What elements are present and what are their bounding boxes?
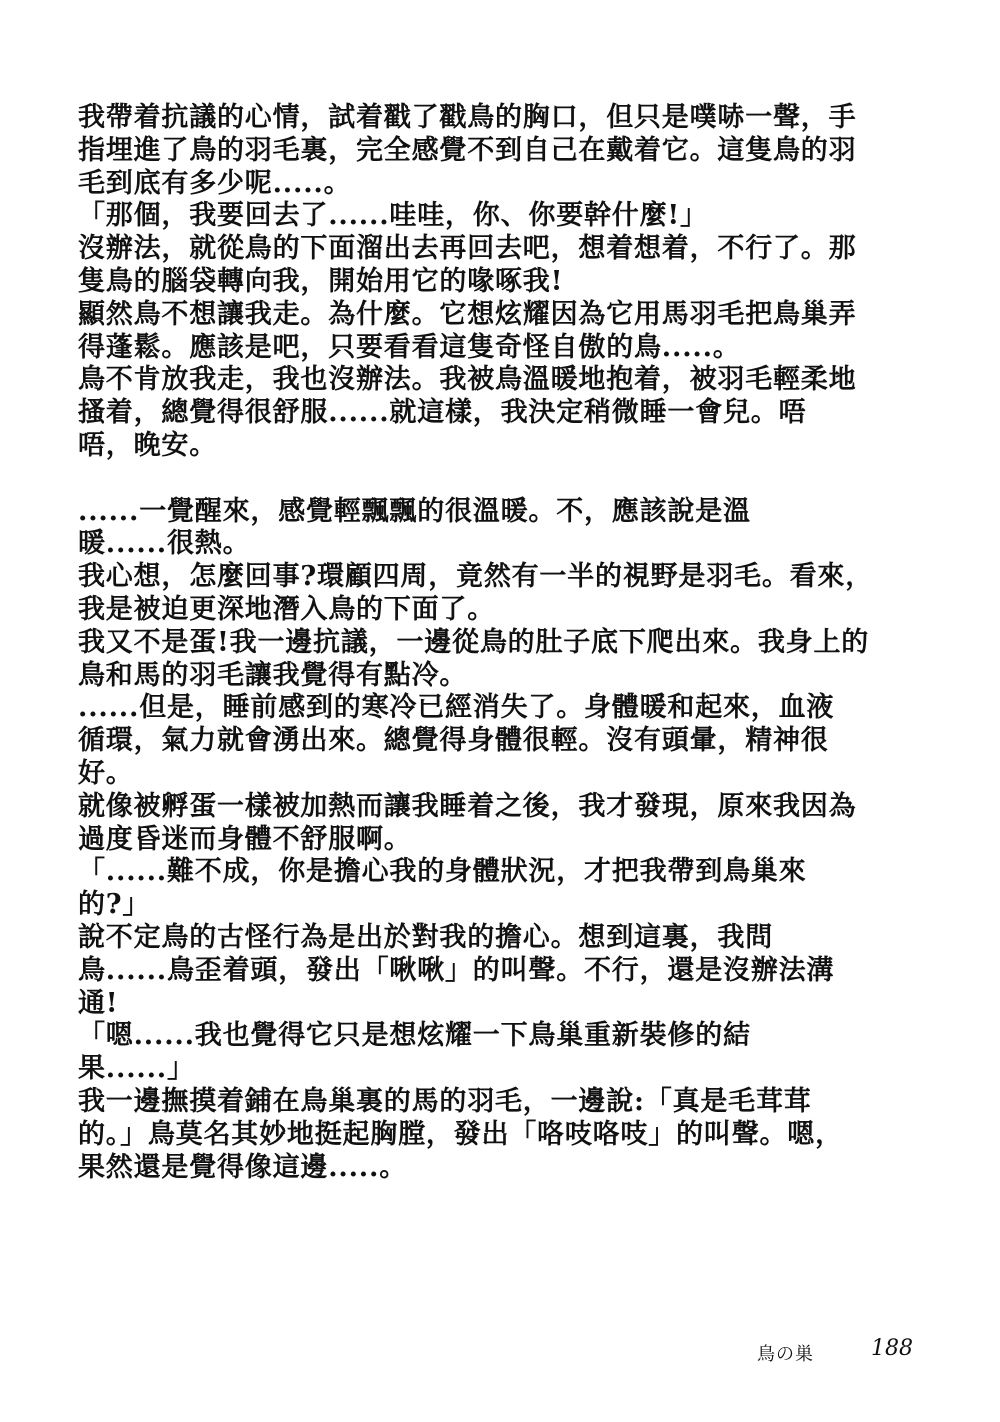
text-line: 的?」 — [78, 889, 151, 921]
paragraph-break — [78, 463, 938, 496]
text-line: 我一邊撫摸着鋪在鳥巢裏的馬的羽毛，一邊說:「真是毛茸茸 — [78, 1085, 812, 1117]
text-line: 毛到底有多少呢.....。 — [78, 167, 352, 199]
text-line: 好。 — [78, 757, 134, 789]
text-line: 「嗯......我也覺得它只是想炫耀一下鳥巢重新裝修的結 — [78, 1020, 751, 1052]
text-line: 果然還是覺得像這邊.....。 — [78, 1151, 407, 1183]
text-line: 隻鳥的腦袋轉向我，開始用它的喙啄我! — [78, 265, 564, 297]
text-line: 鳥......鳥歪着頭，發出「啾啾」的叫聲。不行，還是沒辦法溝 — [78, 954, 835, 986]
text-line: 我又不是蛋!我一邊抗議，一邊從鳥的肚子底下爬出來。我身上的 — [78, 626, 870, 658]
text-line: 我帶着抗議的心情，試着戳了戳鳥的胸口，但只是噗哧一聲，手 — [78, 102, 857, 133]
text-line: 鳥和馬的羽毛讓我覺得有點冷。 — [78, 659, 468, 691]
text-line: 的。」鳥莫名其妙地挺起胸膛，發出「咯吱咯吱」的叫聲。嗯， — [78, 1118, 843, 1150]
text-line: 說不定鳥的古怪行為是出於對我的擔心。想到這裏，我問 — [78, 921, 773, 953]
text-line: 搔着，總覺得很舒服......就這樣，我決定稍微睡一會兒。唔 — [78, 397, 807, 429]
text-line: ......一覺醒來，感覺輕飄飄的很溫暖。不，應該說是溫 — [78, 495, 751, 527]
text-line: 「那個，我要回去了......哇哇，你、你要幹什麼!」 — [78, 200, 708, 232]
text-line: 我是被迫更深地潛入鳥的下面了。 — [78, 593, 495, 625]
text-line: 唔，晚安。 — [78, 429, 217, 461]
text-line: 「......難不成，你是擔心我的身體狀況，才把我帶到鳥巢來 — [78, 856, 807, 888]
text-line: 得蓬鬆。應該是吧，只要看看這隻奇怪自傲的鳥.....。 — [78, 331, 741, 363]
text-line: 顯然鳥不想讓我走。為什麼。它想炫耀因為它用馬羽毛把鳥巢弄 — [78, 298, 857, 330]
text-line: 鳥不肯放我走，我也沒辦法。我被鳥溫暖地抱着，被羽毛輕柔地 — [78, 364, 857, 396]
text-line: 就像被孵蛋一樣被加熱而讓我睡着之後，我才發現，原來我因為 — [78, 790, 857, 822]
text-line: 暖......很熱。 — [78, 528, 251, 560]
text-line: ......但是，睡前感到的寒冷已經消失了。身體暖和起來，血液 — [78, 692, 835, 724]
text-line: 我心想，怎麼回事?環顧四周，竟然有一半的視野是羽毛。看來， — [78, 561, 874, 593]
body-text — [78, 102, 938, 1184]
page-number: 188 — [871, 1336, 913, 1361]
text-line: 指埋進了鳥的羽毛裏，完全感覺不到自己在戴着它。這隻鳥的羽 — [78, 134, 857, 166]
text-line: 沒辦法，就從鳥的下面溜出去再回去吧，想着想着，不行了。那 — [78, 233, 857, 265]
text-line: 通! — [78, 987, 119, 1019]
text-line: 循環，氣力就會湧出來。總覺得身體很輕。沒有頭暈，精神很 — [78, 725, 829, 757]
text-line: 過度昏迷而身體不舒服啊。 — [78, 823, 412, 855]
text-line: 果......」 — [78, 1053, 195, 1085]
running-footer-title: 鳥の巣 — [757, 1344, 814, 1365]
